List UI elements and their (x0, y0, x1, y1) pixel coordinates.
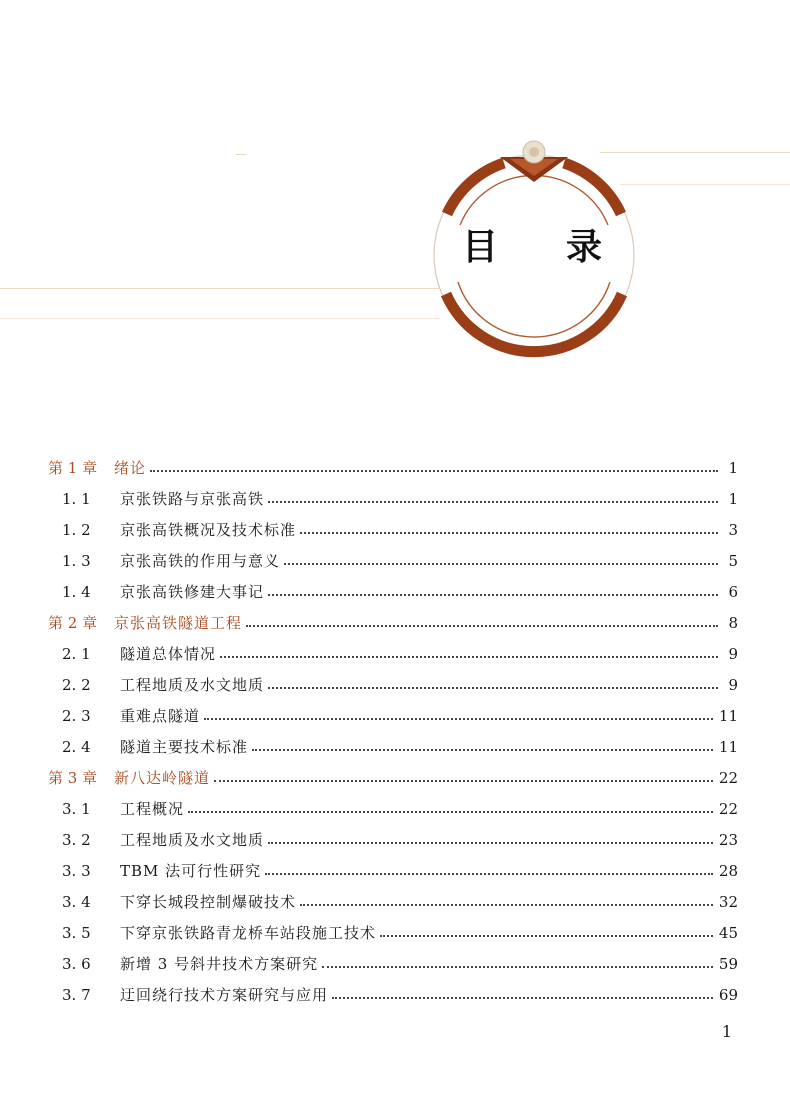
dot-leader (188, 811, 713, 813)
toc-section-row[interactable] (48, 979, 738, 1010)
toc-entry-title: 京张高铁概况及技术标准 (120, 521, 297, 539)
toc-section-row[interactable] (48, 514, 738, 545)
toc-entry-title: 绪论 (114, 459, 147, 477)
toc-entry-page: 3 (728, 520, 738, 539)
toc-section-row[interactable] (48, 700, 738, 731)
toc-section-row[interactable] (48, 731, 738, 762)
toc-entry-title: 新增 3 号斜井技术方案研究 (120, 955, 319, 973)
dot-leader (268, 594, 718, 596)
toc-entry-title: 新八达岭隧道 (114, 769, 211, 787)
toc-entry-number: 2. 4 (62, 737, 91, 756)
toc-chapter-row[interactable] (48, 607, 738, 638)
toc-section-row[interactable] (48, 483, 738, 514)
toc-entry-number: 3. 3 (62, 861, 91, 880)
toc-entry-page: 1 (728, 458, 738, 477)
toc-entry-title: 隧道总体情况 (120, 645, 217, 663)
toc-entry-number: 2. 3 (62, 706, 91, 725)
title-char-1: 目 (462, 226, 499, 268)
toc-section-row[interactable] (48, 917, 738, 948)
toc-section-row[interactable] (48, 545, 738, 576)
toc-entry-number: 第 1 章 (48, 459, 98, 477)
dot-leader (246, 625, 718, 627)
toc-entry-page: 8 (728, 613, 738, 632)
toc-entry-title: 下穿京张铁路青龙桥车站段施工技术 (120, 924, 377, 942)
dot-leader (268, 842, 713, 844)
toc-entry-number: 1. 1 (62, 489, 91, 508)
toc-entry-page: 59 (718, 954, 738, 973)
toc-entry-number: 1. 4 (62, 582, 91, 601)
page-number: 1 (721, 1022, 732, 1041)
toc-entry-page: 11 (718, 737, 738, 756)
toc-entry-page: 9 (728, 675, 738, 694)
toc-entry-page: 69 (718, 985, 738, 1004)
toc-entry-number: 2. 1 (62, 644, 91, 663)
toc-entry-page: 6 (728, 582, 738, 601)
toc-section-row[interactable] (48, 576, 738, 607)
toc-entry-page: 9 (728, 644, 738, 663)
dot-leader (268, 501, 718, 503)
toc-section-row[interactable] (48, 948, 738, 979)
toc-entry-page: 28 (718, 861, 738, 880)
toc-entry-number: 3. 1 (62, 799, 91, 818)
toc-entry-title: 下穿长城段控制爆破技术 (120, 893, 297, 911)
dot-leader (332, 997, 713, 999)
title-char-2: 录 (566, 226, 603, 268)
toc-section-row[interactable] (48, 669, 738, 700)
dot-leader (252, 749, 713, 751)
toc-entry-title: TBM 法可行性研究 (120, 862, 262, 880)
toc-entry-number: 第 3 章 (48, 769, 98, 787)
toc-section-row[interactable] (48, 638, 738, 669)
toc-entry-number: 3. 4 (62, 892, 91, 911)
toc-entry-page: 22 (718, 799, 738, 818)
toc-entry-page: 1 (728, 489, 738, 508)
dot-leader (268, 687, 718, 689)
toc-entry-page: 32 (718, 892, 738, 911)
toc-entry-number: 2. 2 (62, 675, 91, 694)
dot-leader (300, 904, 713, 906)
toc-entry-number: 3. 7 (62, 985, 91, 1004)
toc-entry-number: 3. 5 (62, 923, 91, 942)
toc-entry-title: 京张高铁隧道工程 (114, 614, 243, 632)
toc-chapter-row[interactable] (48, 452, 738, 483)
toc-entry-page: 22 (718, 768, 738, 787)
toc-entry-title: 京张铁路与京张高铁 (120, 490, 265, 508)
toc-entry-page: 45 (718, 923, 738, 942)
toc-entry-number: 1. 3 (62, 551, 91, 570)
toc-entry-page: 11 (718, 706, 738, 725)
toc-section-row[interactable] (48, 824, 738, 855)
title-emblem (0, 0, 790, 400)
dot-leader (322, 966, 713, 968)
toc-entry-page: 5 (728, 551, 738, 570)
table-of-contents (48, 452, 738, 1010)
dot-leader (380, 935, 713, 937)
toc-entry-page: 23 (718, 830, 738, 849)
toc-entry-title: 工程概况 (120, 800, 185, 818)
dot-leader (284, 563, 718, 565)
dot-leader (300, 532, 718, 534)
toc-section-row[interactable] (48, 886, 738, 917)
toc-entry-title: 重难点隧道 (120, 707, 201, 725)
dot-leader (204, 718, 713, 720)
toc-entry-title: 京张高铁修建大事记 (120, 583, 265, 601)
dot-leader (214, 780, 713, 782)
toc-section-row[interactable] (48, 855, 738, 886)
toc-entry-number: 3. 6 (62, 954, 91, 973)
dot-leader (265, 873, 713, 875)
dot-leader (150, 470, 718, 472)
toc-section-row[interactable] (48, 793, 738, 824)
toc-entry-title: 工程地质及水文地质 (120, 831, 265, 849)
toc-chapter-row[interactable] (48, 762, 738, 793)
toc-entry-title: 隧道主要技术标准 (120, 738, 249, 756)
toc-entry-number: 1. 2 (62, 520, 91, 539)
toc-entry-title: 工程地质及水文地质 (120, 676, 265, 694)
toc-entry-number: 第 2 章 (48, 614, 98, 632)
toc-entry-title: 迂回绕行技术方案研究与应用 (120, 986, 329, 1004)
toc-entry-number: 3. 2 (62, 830, 91, 849)
dot-leader (220, 656, 718, 658)
toc-entry-title: 京张高铁的作用与意义 (120, 552, 281, 570)
